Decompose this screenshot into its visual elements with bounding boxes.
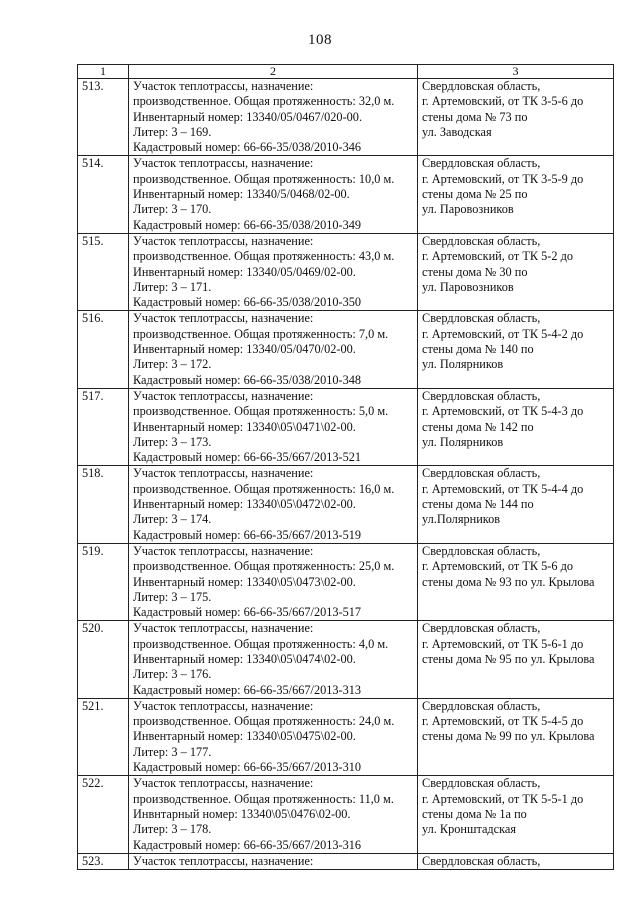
address-line: г. Артемовский, от ТК 5-4-2 до: [422, 326, 584, 341]
description-line: Участок теплотрассы, назначение:: [133, 388, 314, 403]
address-line: ул. Полярников: [422, 357, 504, 372]
address-line: стены дома № 99 по ул. Крылова: [422, 729, 595, 744]
object-address: [418, 776, 614, 853]
row-number: 516.: [78, 311, 129, 388]
description-line: производственное. Общая протяженность: 25,0 м.: [133, 559, 395, 574]
description-line: Кадастровый номер: 66-66-35/038/2010-350: [133, 295, 362, 310]
object-description: [129, 466, 418, 543]
description-line: производственное. Общая протяженность: 32,0 м.: [133, 94, 395, 109]
address-line: Свердловская область,: [422, 543, 541, 558]
description-line: Участок теплотрассы, назначение:: [133, 79, 314, 93]
description-line: Литер: 3 – 169.: [133, 124, 212, 139]
row-number: 523.: [78, 853, 129, 869]
table-body: [78, 79, 614, 870]
description-line: производственное. Общая протяженность: 10,0 м.: [133, 171, 395, 186]
description-line: Инвентарный номер: 13340\05\0474\02-00.: [133, 651, 356, 666]
object-address: [418, 698, 614, 775]
registry-table: [77, 64, 614, 870]
page-number: 108: [308, 32, 332, 48]
column-header-1: 1: [78, 65, 129, 79]
object-description: [129, 388, 418, 465]
description-line: Участок теплотрассы, назначение:: [133, 233, 314, 248]
description-line: Литер: 3 – 176.: [133, 667, 212, 682]
object-description: [129, 853, 418, 869]
address-line: стены дома № 95 по ул. Крылова: [422, 651, 595, 666]
description-line: производственное. Общая протяженность: 24,0 м.: [133, 714, 395, 729]
table-row: [78, 156, 614, 233]
description-line: Участок теплотрассы, назначение:: [133, 543, 314, 558]
description-line: Участок теплотрассы, назначение:: [133, 698, 314, 713]
description-line: Участок теплотрассы, назначение:: [133, 466, 314, 481]
address-line: г. Артемовский, от ТК 5-6-1 до: [422, 636, 584, 651]
address-line: ул. Полярников: [422, 434, 504, 449]
table-row: [78, 698, 614, 775]
object-description: [129, 698, 418, 775]
row-number: 514.: [78, 156, 129, 233]
description-line: Кадастровый номер: 66-66-35/667/2013-313: [133, 682, 362, 697]
address-line: ул. Кронштадская: [422, 822, 517, 837]
address-line: г. Артемовский, от ТК 3-5-6 до: [422, 94, 584, 109]
address-line: ул. Паровозников: [422, 202, 514, 217]
object-address: [418, 388, 614, 465]
description-line: Инвентарный номер: 13340\05\0475\02-00.: [133, 729, 356, 744]
address-line: г. Артемовский, от ТК 5-4-5 до: [422, 714, 584, 729]
description-line: Кадастровый номер: 66-66-35/667/2013-517: [133, 605, 362, 620]
table-header: [78, 65, 614, 79]
address-line: ул. Заводская: [422, 124, 492, 139]
address-line: стены дома № 25 по: [422, 187, 528, 202]
address-line: стены дома № 73 по: [422, 109, 528, 124]
description-line: производственное. Общая протяженность: 4,0 м.: [133, 636, 389, 651]
description-line: Участок теплотрассы, назначение:: [133, 853, 314, 868]
row-number: 519.: [78, 543, 129, 620]
address-line: стены дома № 140 по: [422, 342, 534, 357]
object-description: [129, 543, 418, 620]
table-row: [78, 853, 614, 869]
description-line: Кадастровый номер: 66-66-35/667/2013-316: [133, 837, 362, 852]
address-line: Свердловская область,: [422, 388, 541, 403]
object-address: [418, 311, 614, 388]
description-line: Литер: 3 – 175.: [133, 589, 212, 604]
description-line: Кадастровый номер: 66-66-35/038/2010-349: [133, 217, 362, 232]
description-line: Инвнтарный номер: 13340\05\0476\02-00.: [133, 806, 351, 821]
address-line: ул.Полярников: [422, 512, 501, 527]
address-line: стены дома № 30 по: [422, 264, 528, 279]
description-line: Инвентарный номер: 13340\05\0473\02-00.: [133, 574, 356, 589]
row-number: 513.: [78, 79, 129, 156]
object-address: [418, 233, 614, 310]
object-description: [129, 311, 418, 388]
row-number: 522.: [78, 776, 129, 853]
object-address: [418, 156, 614, 233]
table-row: [78, 311, 614, 388]
address-line: Свердловская область,: [422, 233, 541, 248]
address-line: г. Артемовский, от ТК 5-4-4 до: [422, 481, 584, 496]
object-address: [418, 466, 614, 543]
address-line: стены дома № 144 по: [422, 497, 534, 512]
address-line: стены дома № 93 по ул. Крылова: [422, 574, 595, 589]
description-line: Участок теплотрассы, назначение:: [133, 156, 314, 171]
description-line: Кадастровый номер: 66-66-35/667/2013-521: [133, 450, 362, 465]
description-line: Инвентарный номер: 13340\05\0471\02-00.: [133, 419, 356, 434]
description-line: Кадастровый номер: 66-66-35/038/2010-348: [133, 372, 362, 387]
address-line: г. Артемовский, от ТК 5-2 до: [422, 249, 574, 264]
table-row: [78, 776, 614, 853]
row-number: 515.: [78, 233, 129, 310]
description-line: производственное. Общая протяженность: 43,0 м.: [133, 249, 395, 264]
description-line: Участок теплотрассы, назначение:: [133, 311, 314, 326]
object-description: [129, 79, 418, 156]
description-line: производственное. Общая протяженность: 11,0 м.: [133, 791, 394, 806]
address-line: Свердловская область,: [422, 621, 541, 636]
address-line: г. Артемовский, от ТК 3-5-9 до: [422, 171, 584, 186]
address-line: г. Артемовский, от ТК 5-5-1 до: [422, 791, 584, 806]
object-description: [129, 621, 418, 698]
address-line: Свердловская область,: [422, 776, 541, 791]
address-line: Свердловская область,: [422, 853, 541, 868]
description-line: производственное. Общая протяженность: 16,0 м.: [133, 481, 395, 496]
description-line: Литер: 3 – 171.: [133, 279, 212, 294]
description-line: Инвентарный номер: 13340\05\0472\02-00.: [133, 497, 356, 512]
object-description: [129, 776, 418, 853]
address-line: Свердловская область,: [422, 698, 541, 713]
address-line: стены дома № 1а по: [422, 806, 527, 821]
description-line: Литер: 3 – 178.: [133, 822, 212, 837]
description-line: Участок теплотрассы, назначение:: [133, 621, 314, 636]
address-line: стены дома № 142 по: [422, 419, 534, 434]
object-description: [129, 233, 418, 310]
object-address: [418, 853, 614, 869]
description-line: Литер: 3 – 170.: [133, 202, 212, 217]
description-line: Инвентарный номер: 13340/05/0469/02-00.: [133, 264, 356, 279]
column-header-2: 2: [129, 65, 418, 79]
description-line: производственное. Общая протяженность: 7,0 м.: [133, 326, 389, 341]
description-line: производственное. Общая протяженность: 5,0 м.: [133, 404, 389, 419]
row-number: 517.: [78, 388, 129, 465]
description-line: Кадастровый номер: 66-66-35/038/2010-346: [133, 140, 362, 155]
address-line: Свердловская область,: [422, 79, 541, 93]
table-row: [78, 621, 614, 698]
row-number: 520.: [78, 621, 129, 698]
object-address: [418, 621, 614, 698]
object-address: [418, 543, 614, 620]
object-address: [418, 79, 614, 156]
address-line: ул. Паровозников: [422, 279, 514, 294]
description-line: Литер: 3 – 173.: [133, 434, 212, 449]
description-line: Инвентарный номер: 13340/05/0470/02-00.: [133, 342, 356, 357]
table-row: [78, 233, 614, 310]
description-line: Кадастровый номер: 66-66-35/667/2013-310: [133, 760, 362, 775]
table-row: [78, 79, 614, 156]
table-row: [78, 466, 614, 543]
description-line: Инвентарный номер: 13340/05/0467/020-00.: [133, 109, 363, 124]
description-line: Участок теплотрассы, назначение:: [133, 776, 314, 791]
address-line: г. Артемовский, от ТК 5-6 до: [422, 559, 574, 574]
address-line: г. Артемовский, от ТК 5-4-3 до: [422, 404, 584, 419]
object-description: [129, 156, 418, 233]
description-line: Литер: 3 – 177.: [133, 744, 212, 759]
description-line: Литер: 3 – 174.: [133, 512, 212, 527]
address-line: Свердловская область,: [422, 311, 541, 326]
table-row: [78, 388, 614, 465]
row-number: 521.: [78, 698, 129, 775]
column-header-3: 3: [418, 65, 614, 79]
table-row: [78, 543, 614, 620]
description-line: Литер: 3 – 172.: [133, 357, 212, 372]
description-line: Кадастровый номер: 66-66-35/667/2013-519: [133, 527, 362, 542]
row-number: 518.: [78, 466, 129, 543]
description-line: Инвентарный номер: 13340/5/0468/02-00.: [133, 187, 350, 202]
address-line: Свердловская область,: [422, 156, 541, 171]
address-line: Свердловская область,: [422, 466, 541, 481]
